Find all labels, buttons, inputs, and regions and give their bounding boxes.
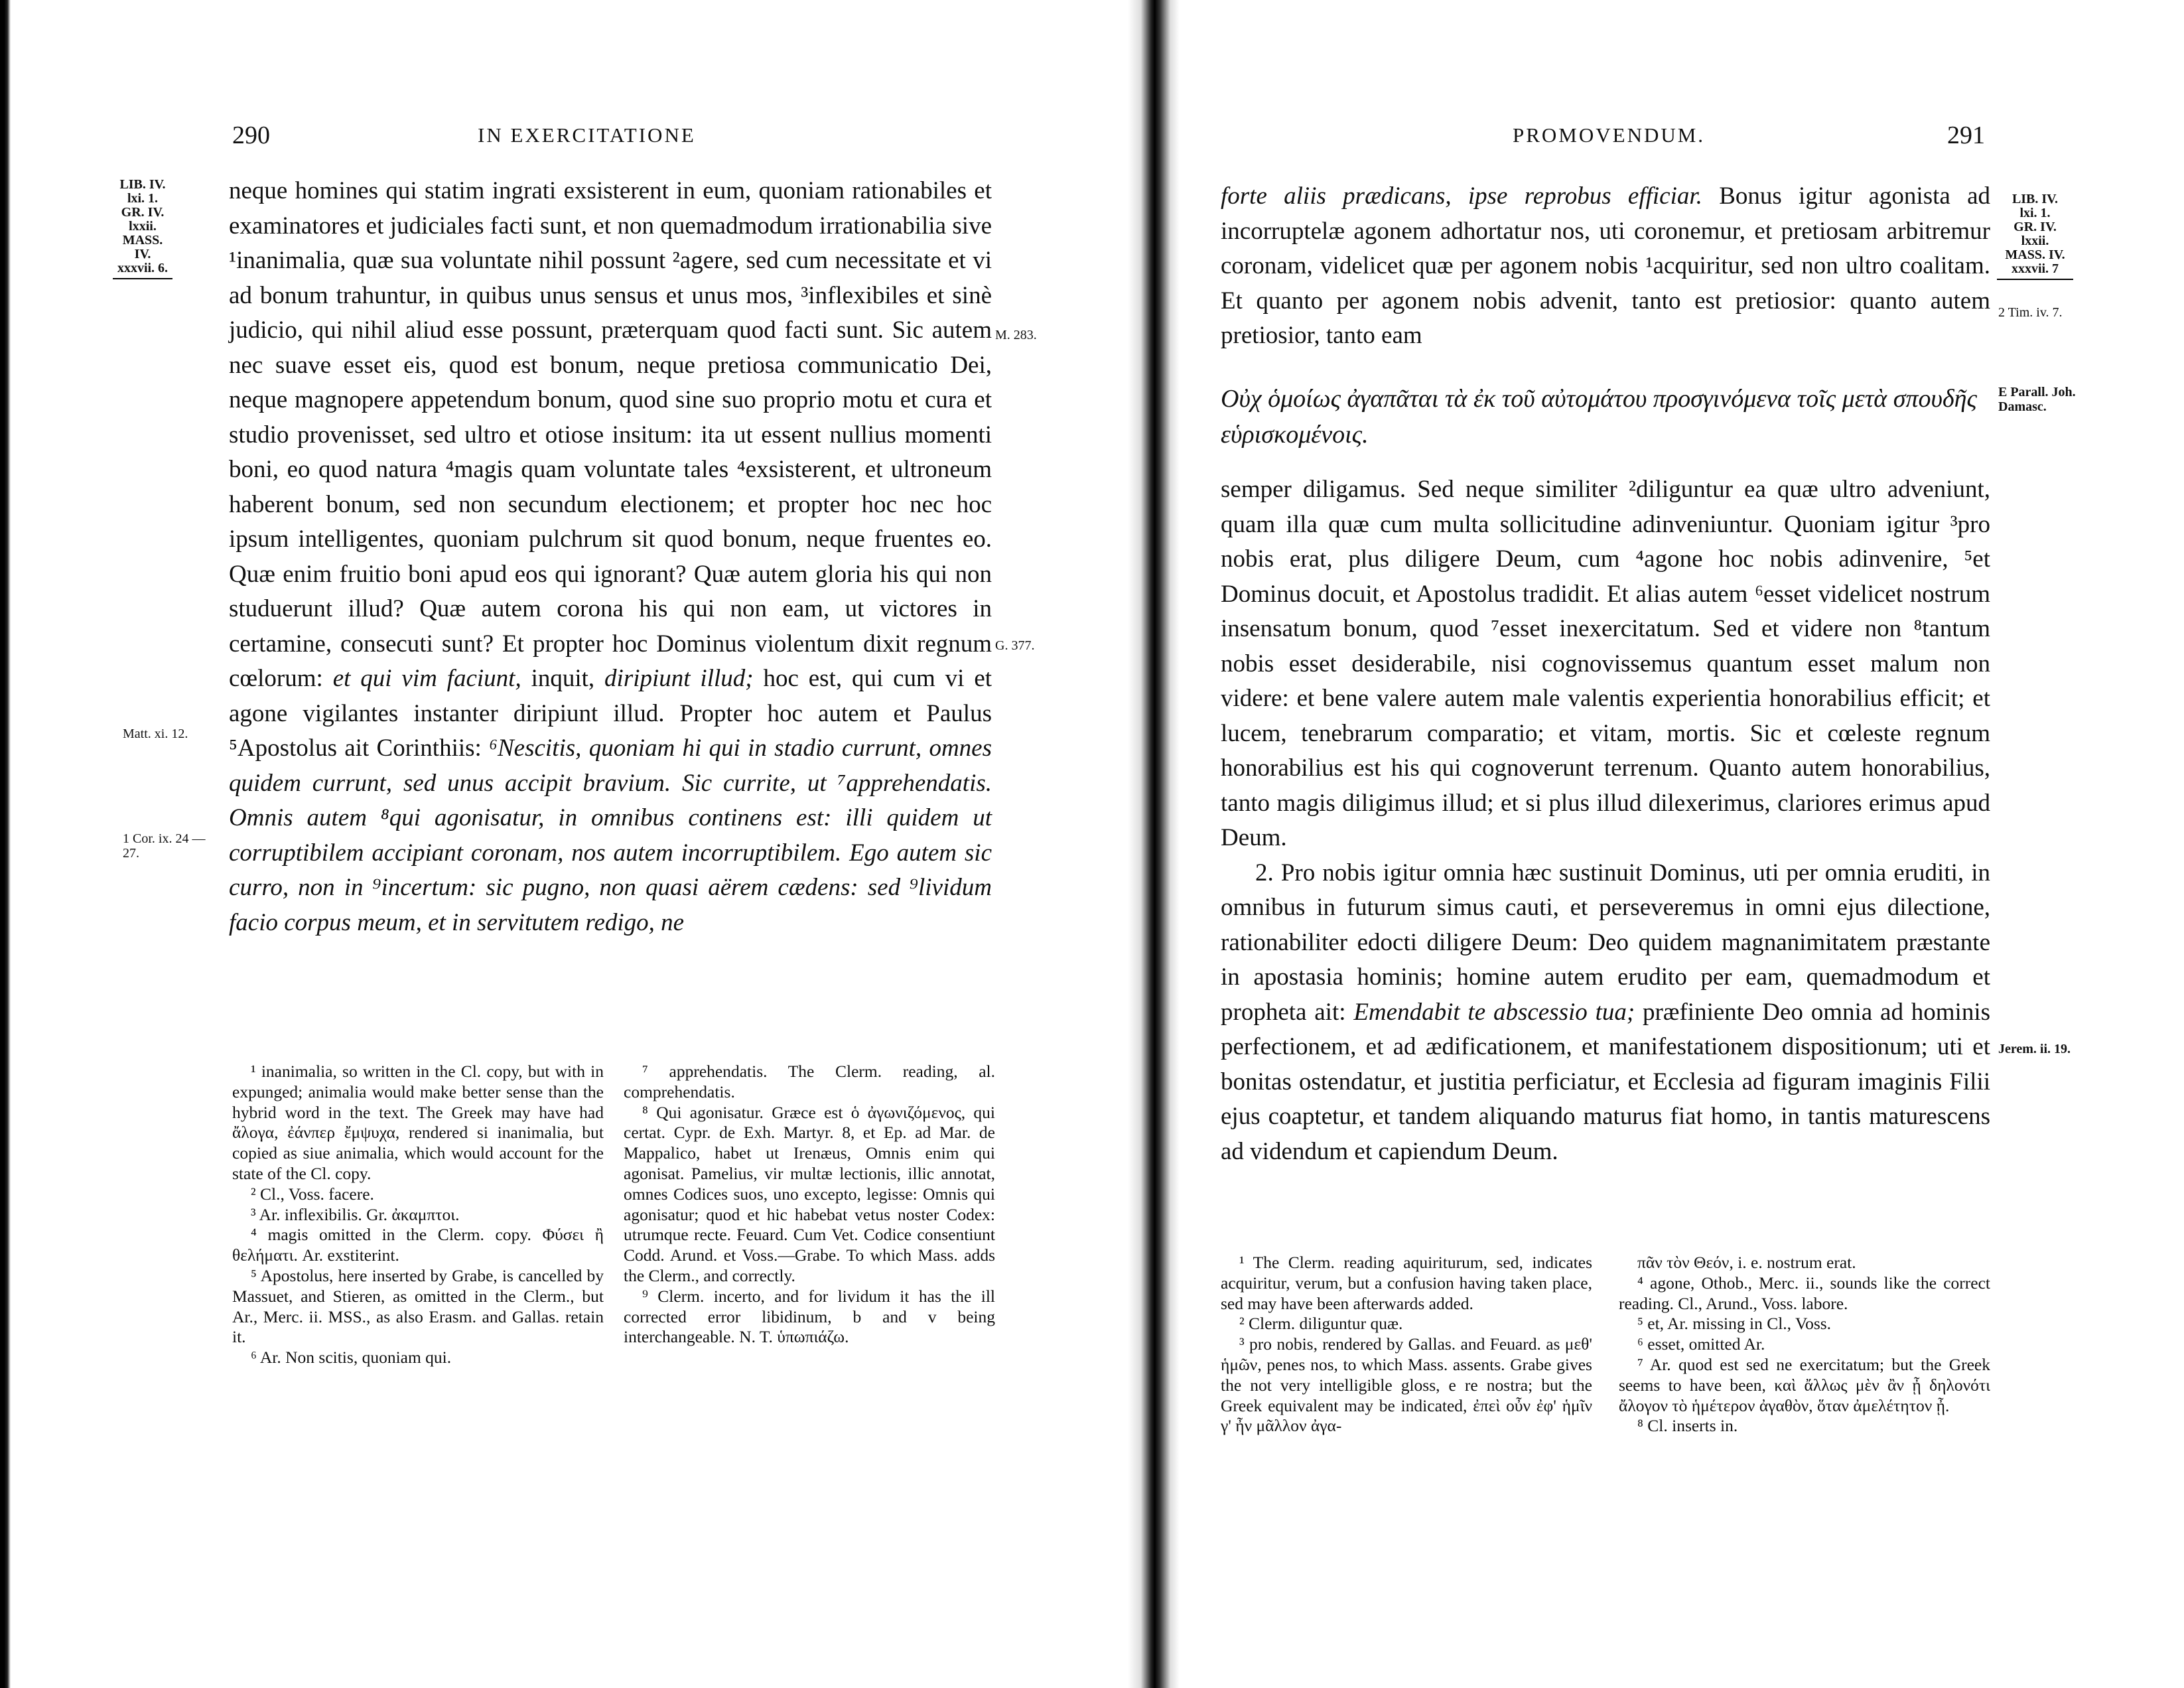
footnote: ⁵ Apostolus, here inserted by Grabe, is cancelled by Massuet, and Stieren, as omitted in the Clerm., but Ar., Merc. ii. MSS., as also Erasm. and Gallas. retain it.	[232, 1265, 604, 1347]
margin-ref-m283: M. 283.	[995, 328, 1037, 342]
footnote: ⁴ magis omitted in the Clerm. copy. Φύσει ἢ θελήματι. Ar. exstiterint.	[232, 1225, 604, 1265]
side-note-line: GR. IV.	[2013, 220, 2057, 234]
text-run-italic: ⁶Nescitis, quoniam hi qui in stadio currunt, omnes quidem currunt, sed unus accipit bravium. Sic currite, ut ⁷apprehendatis. Omnis autem ⁸qui agonisatur, in omnibus continens est: illi quidem ut corruptibilem accipiant coronam, nos autem incorruptibilem. Ego autem sic curro, non in ⁹incertum: sic pugno, non quasi aërem cædens: sed ⁹lividum facio corpus meum, et in servitutem redigo, ne	[229, 735, 992, 936]
margin-ref-matt: Matt. xi. 12.	[123, 727, 188, 741]
side-note-book-refs	[113, 178, 172, 279]
page-number: 290	[232, 121, 270, 149]
side-note-line: xxxvii. 6.	[113, 261, 172, 279]
side-note-line: lxi. 1.	[127, 191, 159, 206]
side-note-line: xxxvii. 7	[1997, 262, 2073, 280]
text-block-2	[1221, 472, 1990, 1169]
greek-quote: Οὐχ ὁμοίως ἀγαπᾶται τὰ ἐκ τοῦ αὐτομάτου προσγινόμενα τοῖς μετὰ σπουδῆς εὑρισκομένοις.	[1221, 385, 1977, 449]
footnote: ⁸ Cl. inserts in.	[1637, 1416, 1738, 1436]
book-spine-edge	[0, 0, 11, 1688]
footnote: ¹ The Clerm. reading aquiriturum, sed, indicates acquiritur, verum, but a confusion having taken place, sed may have been afterwards added.	[1221, 1253, 1592, 1313]
margin-ref-cor: 1 Cor. ix. 24 —27.	[123, 831, 206, 861]
footnote: ³ pro nobis, rendered by Gallas. and Feuard. as μεθ' ἡμῶν, penes nos, to which Mass. assents. Grabe gives the not very intelligible gloss, e re nostra; but the Greek equivalent may be indicated, ἐπεὶ οὖν ἐφ' ἡμῖν γ' ἦν μᾶλλον ἀγα-	[1221, 1334, 1592, 1436]
side-note-book-refs	[1997, 192, 2073, 280]
side-note-line: lxxii.	[2021, 234, 2049, 248]
footnote: ⁷ Ar. quod est sed ne exercitatum; but the Greek seems to have been, καὶ ἄλλως μὲν ἂν ᾖ δηλονότι ἄλογον τὸ ἡμέτερον ἀγαθὸν, ὅταν ἀμελέτητον ᾖ.	[1619, 1354, 1990, 1415]
text-run: 2. Pro nobis igitur omnia hæc sustinuit Dominus, uti per omnia eruditi, in omnibus in futurum simus cauti, et perseveremus in omni ejus dilectione, rationabiliter edocti diligere Deum: Deo quidem magnanimitatem præstante in apostasia hominis; homine autem erudito per eam, quemadmodum et propheta ait:	[1221, 859, 1990, 1026]
text-run-italic: diripiunt illud;	[604, 665, 754, 692]
footnote: ⁸ Qui agonisatur. Græce est ὁ ἀγωνιζόμενος, qui certat. Cypr. de Exh. Martyr. 8, et Ep. ad Mar. de Mappalico, habet ut Irenæus, Omnis enim qui agonisat. Pamelius, vir multæ lectionis, illic annotat, omnes Codices suos, uno excepto, legisse: Omnis qui agonisatur; quod et hic habebat vetus noster Codex: utrumque recte. Feuard. Cum Vet. Codice consentiunt Codd. Arund. et Voss.—Grabe. To which Mass. adds the Clerm., and correctly.	[624, 1102, 995, 1285]
paragraph	[1221, 856, 1990, 1170]
footnote: ¹ inanimalia, so written in the Cl. copy, but with in expunged; animalia would make better sense than the hybrid word in the text. The Greek may have had ἄλογα, ἐάνπερ ἔμψυχα, rendered si inanimalia, but copied as siue animalia, which would account for the state of the Cl. copy.	[232, 1062, 604, 1183]
text-block-1	[1221, 179, 1990, 354]
side-note-line: LIB. IV.	[2012, 192, 2059, 206]
footnote: ⁶ Ar. Non scitis, quoniam qui.	[251, 1348, 452, 1368]
text-run: hoc est, qui cum vi et agone vigilantes instanter diripiunt illud. Propter hoc autem et Paulus ⁵Apostolus ait Corinthiis:	[229, 665, 992, 762]
footnote: ⁶ esset, omitted Ar.	[1637, 1334, 1765, 1354]
footnote: ⁴ agone, Othob., Merc. ii., sounds like the correct reading. Cl., Arund., Voss. labore.	[1619, 1273, 1990, 1313]
paragraph	[229, 174, 992, 940]
text-run: inquit,	[531, 665, 595, 692]
text-run-italic: Emendabit te abscessio tua;	[1353, 998, 1635, 1026]
text-run: præfiniente Deo omnia ad hominis perfectionem, et ad ædificationem, et manifestationem dispositionum; uti et bonitas ostendatur, et justitia perficiatur, et Ecclesia ad figuram imaginis Filii ejus coaptetur, et tandem aliquando maturus fiat homo, in tantis maturescens ad videndum et capiendum Deum.	[1221, 998, 1990, 1165]
footnote: ⁷ apprehendatis. The Clerm. reading, al. comprehendatis.	[624, 1062, 995, 1101]
side-note-line: lxxii.	[129, 219, 157, 234]
left-page	[113, 0, 1055, 1688]
footnote: ⁹ Clerm. incerto, and for lividum it has the ill corrected error libidinum, b and v being interchangeable. N. T. ὑπωπιάζω.	[624, 1286, 995, 1347]
running-title: PROMOVENDUM.	[1513, 123, 1706, 147]
text-run-italic: et qui vim faciunt,	[332, 665, 521, 692]
footnote: ⁵ et, Ar. missing in Cl., Voss.	[1637, 1314, 1832, 1334]
page-number: 291	[1947, 121, 1985, 149]
right-page	[1221, 0, 2163, 1688]
text-run: Bonus igitur agonista ad incorruptelæ agonem adhortatur nos, uti coronemur, et pretiosam arbitremur coronam, videlicet quæ per agonem nobis ¹acquiritur, sed non ultro coalitam. Et quanto per agonem nobis advenit, tanto est pretiosior: quanto autem pretiosior, tanto eam	[1221, 182, 1990, 349]
footnote: ³ Ar. inflexibilis. Gr. ἀκαμπτοι.	[251, 1204, 460, 1224]
footnotes-column-2	[1619, 1253, 1990, 1437]
side-note-line: LIB. IV.	[119, 177, 166, 192]
side-note-line: MASS. IV.	[122, 233, 163, 261]
text-run-italic: forte aliis prædicans, ipse reprobus efficiar.	[1221, 182, 1702, 210]
margin-ref-g377: G. 377.	[995, 638, 1035, 653]
paragraph: semper diligamus. Sed neque similiter ²diliguntur ea quæ ultro adveniunt, quam illa quæ cum multa sollicitudine adinveniuntur. Quoniam igitur ³pro nobis erat, plus diligere Deum, cum ⁴agone hoc nobis adinvenire, ⁵et Dominus docuit, et Apostolus tradidit. Et alias autem ⁶esset videlicet nostrum insensatum bonum, quod ⁷esset inexercitatum. Sed et videre non ⁸tantum nobis esset desiderabile, nisi cognovissemus quantum esset malum non videre: et bene valere autem male valentis experientia honorabilius efficit; et lucem, tenebrarum comparatio; et vitam, mortis. Sic et cœleste regnum honorabilius est his qui cognoverunt terrenum. Quanto autem honorabilius, tanto magis diligimus illud; et si plus illud dilexerimus, clariores erimus apud Deum.	[1221, 476, 1990, 851]
footnotes-column-1	[1221, 1253, 1592, 1437]
margin-ref-tim: 2 Tim. iv. 7.	[1998, 305, 2063, 320]
main-text	[229, 174, 992, 940]
running-title: IN EXERCITATIONE	[478, 123, 696, 147]
running-head	[113, 121, 1055, 154]
margin-ref-parall: E Parall. Joh. Damasc.	[1998, 385, 2076, 414]
footnote: ² Cl., Voss. facere.	[251, 1184, 374, 1204]
running-head	[1221, 121, 2163, 154]
side-note-line: MASS. IV.	[2005, 247, 2065, 262]
side-note-line: GR. IV.	[121, 205, 165, 220]
book-gutter	[1128, 0, 1180, 1688]
footnote: πᾶν τὸν Θεόν, i. e. nostrum erat.	[1637, 1253, 1856, 1272]
footnotes-column-1	[232, 1062, 604, 1368]
footnote: ² Clerm. diliguntur quæ.	[1239, 1314, 1403, 1334]
side-note-line: lxi. 1.	[2019, 206, 2051, 220]
margin-ref-jerem: Jerem. ii. 19.	[1998, 1042, 2071, 1056]
paragraph	[1221, 179, 1990, 354]
footnotes-column-2	[624, 1062, 995, 1348]
text-run: neque homines qui statim ingrati exsisterent in eum, quoniam rationabiles et examinatores et judiciales facti sunt, et non quemadmodum irrationabilia sive ¹inanimalia, quæ sua voluntate nihil possunt ²agere, sed cum necessitate et vi ad bonum trahuntur, in quibus unus sensus et unus mos, ³inflexibiles et sinè judicio, qui nihil aliud esse possunt, præterquam quod facti sunt. Sic autem nec suave esset eis, quod est bonum, neque pretiosa communicatio Dei, neque magnopere appetendum bonum, quod sine suo proprio motu et cura et studio provenisset, sed ultro et otiose insitum: ita ut essent nullius momenti boni, eo quod natura ⁴magis quam voluntate tales ⁴exsisterent, et ultroneum haberent bonum, sed non secundum electionem; et propter hoc nec hoc ipsum intelligentes, quoniam pulchrum sit quod bonum, neque fruentes eo. Quæ enim fruitio boni apud eos qui ignorant? Quæ autem gloria his qui non studuerunt illud? Quæ autem corona his qui non eam, ut victores in certamine, consecuti sunt? Et propter hoc Dominus violentum dixit regnum cœlorum:	[229, 177, 992, 692]
